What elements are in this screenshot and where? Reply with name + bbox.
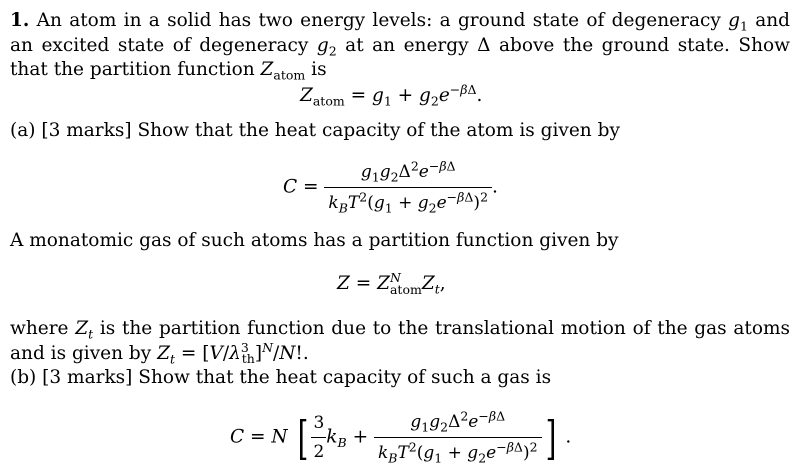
intro-text: An atom in a solid has two energy levels: a ground state of degeneracy $g_1$ and an excited state of degeneracy $g_2$ at an energy Δ above the ground state. Show that the partition function $Z_{atom}$ is	[10, 10, 790, 83]
part-b-paragraph	[10, 366, 790, 391]
part-a-text: Show that the heat capacity of the atom is given by	[137, 120, 620, 141]
gas-paragraph	[10, 229, 790, 254]
part-a-paragraph	[10, 119, 790, 144]
where-text: where $Z_t$ is the partition function due to the translational motion of the gas atoms and is given by $Z_t = [V/\lambda^3_{th}]^N/N$!.	[10, 318, 791, 367]
intro-paragraph	[10, 9, 790, 83]
problem-page: 1. An atom in a solid has two energy levels: a ground state of degeneracy $g_1$ and an excited state of degeneracy $g_2$ at an energy Δ above the ground state. Show that the partition function $Z_{atom}$ is $Z_{atom} = g_1 + g_2e^{-\beta\Delta}$. (a) [3 marks] Show that the heat capacity of the atom is given by C = $\frac{g_1g_2\Delta^2e^{-\beta\Delta}}{k_BT^2(g_1 + g_2e^{-\beta\Delta})^2}$ . A monatomic gas of such atoms has a partition function given by Z = Z N atom $Z_t$, where $Z_t$ is the partition function due to the translational motion of the gas atoms and is given by $Z_t = [V/\lambda^3_{th}]^N/N$!. (b) [3 marks] Show that the heat capacity of such a gas is C = N [ $\frac{3}{2}$ $k_B$ + $\frac{g_1g_2\Delta^2e^{-\beta\Delta}}{k_BT^2(g_1 + g_2e^{-\beta\Delta})^2}$ ] .	[10, 10, 791, 466]
where-paragraph	[10, 317, 790, 366]
part-a-label: (a) [3 marks]	[10, 120, 132, 141]
gas-text: A monatomic gas of such atoms has a partition function given by	[10, 230, 619, 251]
part-b-text: Show that the heat capacity of such a gas is	[138, 367, 552, 388]
problem-number: 1.	[10, 10, 30, 31]
part-b-label: (b) [3 marks]	[10, 367, 133, 388]
